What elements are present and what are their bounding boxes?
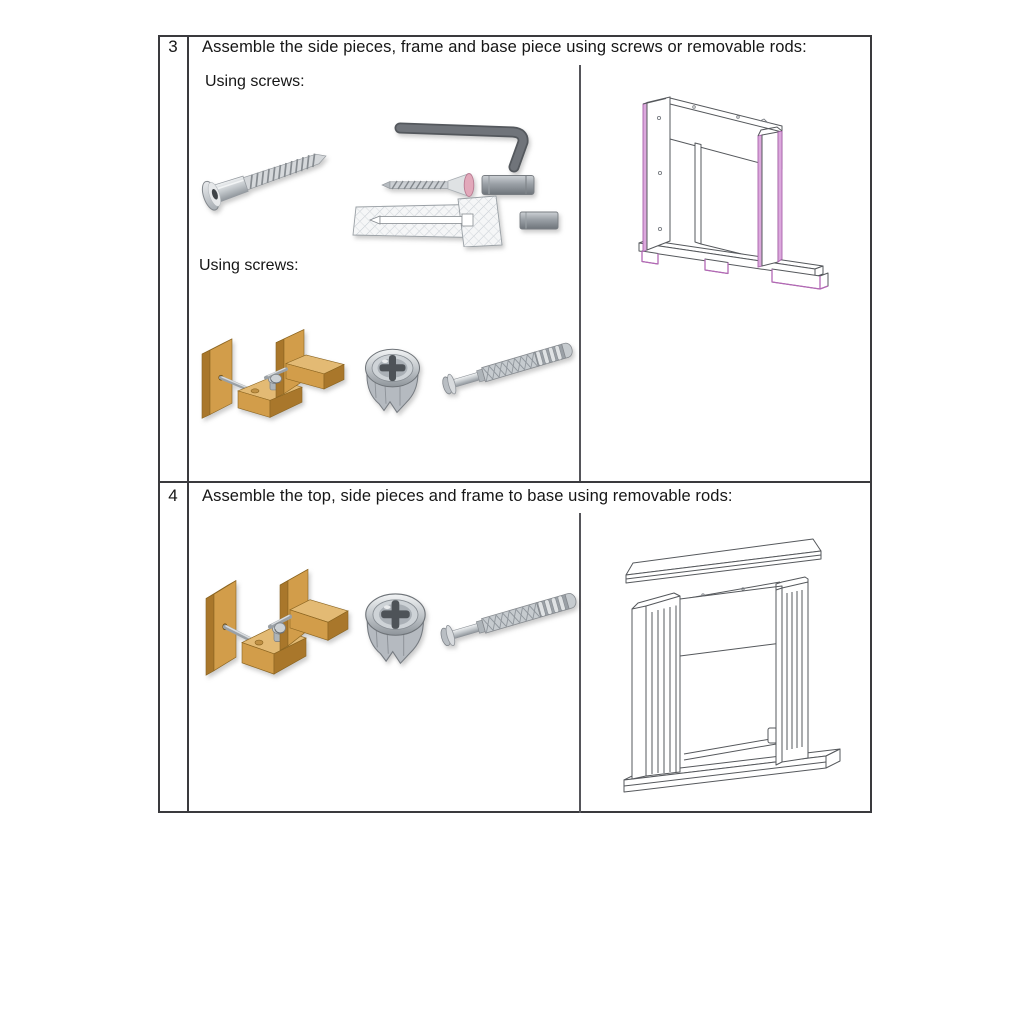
number-column-divider (187, 35, 189, 813)
step-number-3: 3 (168, 37, 178, 56)
row3-using-screws-label-1: Using screws: (205, 73, 305, 90)
row3-title: Assemble the side pieces, frame and base piece using screws or removable rods: (202, 38, 807, 56)
cam-lock-fitting-image (353, 342, 433, 424)
row4-title: Assemble the top, side pieces and frame to base using removable rods: (202, 487, 733, 505)
row3-content-divider (579, 65, 581, 481)
step-number-4: 4 (168, 486, 178, 505)
hex-key-and-barrel-nut-assembly-image (350, 112, 562, 247)
confirmat-screw-image (198, 132, 338, 220)
cam-lock-fitting-image (352, 586, 440, 676)
cam-and-dowel-wood-joint-image (198, 320, 348, 424)
frame-line-drawing-image (610, 83, 855, 305)
knurled-dowel-rod-image (436, 334, 578, 404)
row3-using-screws-label-2: Using screws: (199, 257, 299, 274)
row-divider (158, 481, 872, 483)
fireplace-mantel-exploded-drawing-image (608, 532, 853, 810)
row4-content-divider (579, 513, 581, 813)
pink-washer-icon (464, 174, 474, 197)
cam-and-dowel-wood-joint-image (202, 558, 352, 682)
knurled-dowel-rod-image (434, 584, 582, 656)
